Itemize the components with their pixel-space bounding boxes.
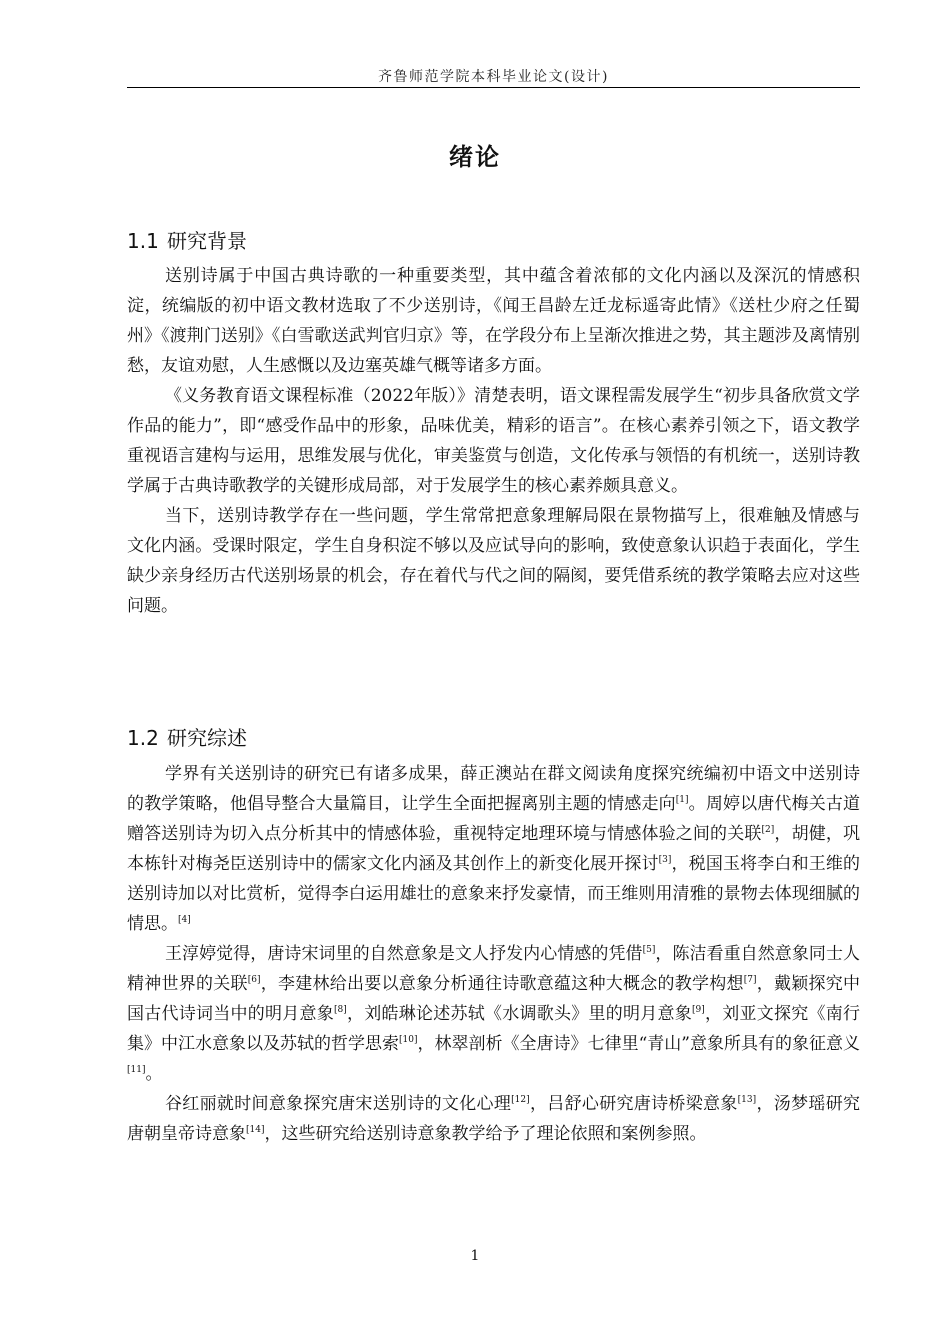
section-body-review bbox=[127, 759, 860, 1149]
citation: [4] bbox=[178, 915, 191, 925]
citation: [8] bbox=[334, 1005, 347, 1015]
text-run: ，汤梦瑶研究唐朝皇帝诗意象 bbox=[127, 1094, 861, 1144]
citation: [6] bbox=[247, 975, 261, 985]
text-run: ，戴颖探究中国古代诗词当中的明月意象 bbox=[127, 974, 860, 1024]
section-title: 研究综述 bbox=[167, 726, 247, 750]
section-body-background bbox=[127, 261, 860, 621]
citation: [10] bbox=[399, 1035, 418, 1045]
paragraph bbox=[127, 939, 860, 1089]
text-run: 。周婷以唐代梅关古道赠答送别诗为切入点分析其中的情感体验，重视特定地理环境与情感体验之间的关联 bbox=[127, 794, 861, 844]
text-run: ，吕舒心研究唐诗桥梁意象 bbox=[529, 1094, 738, 1114]
paragraph bbox=[127, 759, 860, 939]
citation: [1] bbox=[675, 795, 689, 805]
text-run: ，林翠剖析《全唐诗》七律里“青山”意象所具有的象征意义 bbox=[417, 1034, 860, 1054]
section-number: 1.1 bbox=[127, 229, 159, 253]
header-rule bbox=[127, 87, 860, 88]
page-number: 1 bbox=[470, 1248, 480, 1264]
section-title: 研究背景 bbox=[167, 229, 247, 253]
citation: [5] bbox=[642, 945, 656, 955]
section-heading-background bbox=[127, 225, 247, 254]
section-number: 1.2 bbox=[127, 726, 159, 750]
citation: [14] bbox=[246, 1125, 265, 1135]
citation: [9] bbox=[692, 1005, 705, 1015]
text-run: ，刘亚文探究《南行集》中江水意象以及苏轼的哲学思索 bbox=[127, 1004, 860, 1054]
paragraph: 《义务教育语文课程标准（2022年版）》清楚表明，语文课程需发展学生“初步具备欣赏文学作品的能力”，即“感受作品中的形象，品味优美，精彩的语言”。在核心素养引领之下，语文教学重视语言建构与运用，思维发展与优化，审美鉴赏与创造，文化传承与领悟的有机统一，送别诗教学属于古典诗歌教学的关键形成局部，对于发展学生的核心素养颇具意义。 bbox=[127, 386, 860, 496]
text-run: ，胡健，巩本栋针对梅尧臣送别诗中的儒家文化内涵及其创作上的新变化展开探讨 bbox=[127, 824, 861, 874]
text-run: 学界有关送别诗的研究已有诸多成果，薛正澳站在群文阅读角度探究统编初中语文中送别诗的教学策略，他倡导整合大量篇目，让学生全面把握离别主题的情感走向 bbox=[127, 764, 860, 814]
citation: [12] bbox=[511, 1095, 530, 1105]
citation: [11] bbox=[127, 1065, 146, 1075]
text-run: ，陈洁看重自然意象同士人精神世界的关联 bbox=[127, 944, 861, 994]
text-run: ，李建林给出要以意象分析通往诗歌意蕴这种大概念的教学构想 bbox=[260, 974, 744, 994]
citation: [13] bbox=[737, 1095, 757, 1105]
citation: [3] bbox=[658, 855, 672, 865]
text-run: 王淳婷觉得，唐诗宋词里的自然意象是文人抒发内心情感的凭借 bbox=[165, 944, 643, 964]
citation: [7] bbox=[743, 975, 757, 985]
paragraph: 当下，送别诗教学存在一些问题，学生常常把意象理解局限在景物描写上，很难触及情感与文化内涵。受课时限定，学生自身积淀不够以及应试导向的影响，致使意象认识趋于表面化，学生缺少亲身经历古代送别场景的机会，存在着代与代之间的隔阂，要凭借系统的教学策略去应对这些问题。 bbox=[127, 506, 860, 616]
paragraph: 送别诗属于中国古典诗歌的一种重要类型，其中蕴含着浓郁的文化内涵以及深沉的情感积淀，统编版的初中语文教材选取了不少送别诗，《闻王昌龄左迁龙标遥寄此情》《送杜少府之任蜀州》《渡荆门送别》《白雪歌送武判官归京》等，在学段分布上呈渐次推进之势，其主题涉及离情别愁，友谊劝慰，人生感慨以及边塞英雄气概等诸多方面。 bbox=[127, 266, 860, 376]
text-run: 谷红丽就时间意象探究唐宋送别诗的文化心理 bbox=[165, 1094, 512, 1114]
text-run: ，税国玉将李白和王维的送别诗加以对比赏析，觉得李白运用雄壮的意象来抒发豪情，而王维则用清雅的景物去体现细腻的情思。 bbox=[127, 854, 861, 934]
text-run: ，这些研究给送别诗意象教学给予了理论依照和案例参照。 bbox=[264, 1124, 707, 1144]
section-heading-review bbox=[127, 722, 247, 751]
running-header: 齐鲁师范学院本科毕业论文(设计) bbox=[378, 69, 609, 85]
text-run: 。 bbox=[145, 1064, 163, 1084]
citation: [2] bbox=[761, 825, 775, 835]
text-run: ，刘皓琳论述苏轼《水调歌头》里的明月意象 bbox=[346, 1004, 692, 1024]
chapter-title: 绪论 bbox=[449, 143, 501, 171]
paragraph bbox=[127, 1089, 860, 1149]
